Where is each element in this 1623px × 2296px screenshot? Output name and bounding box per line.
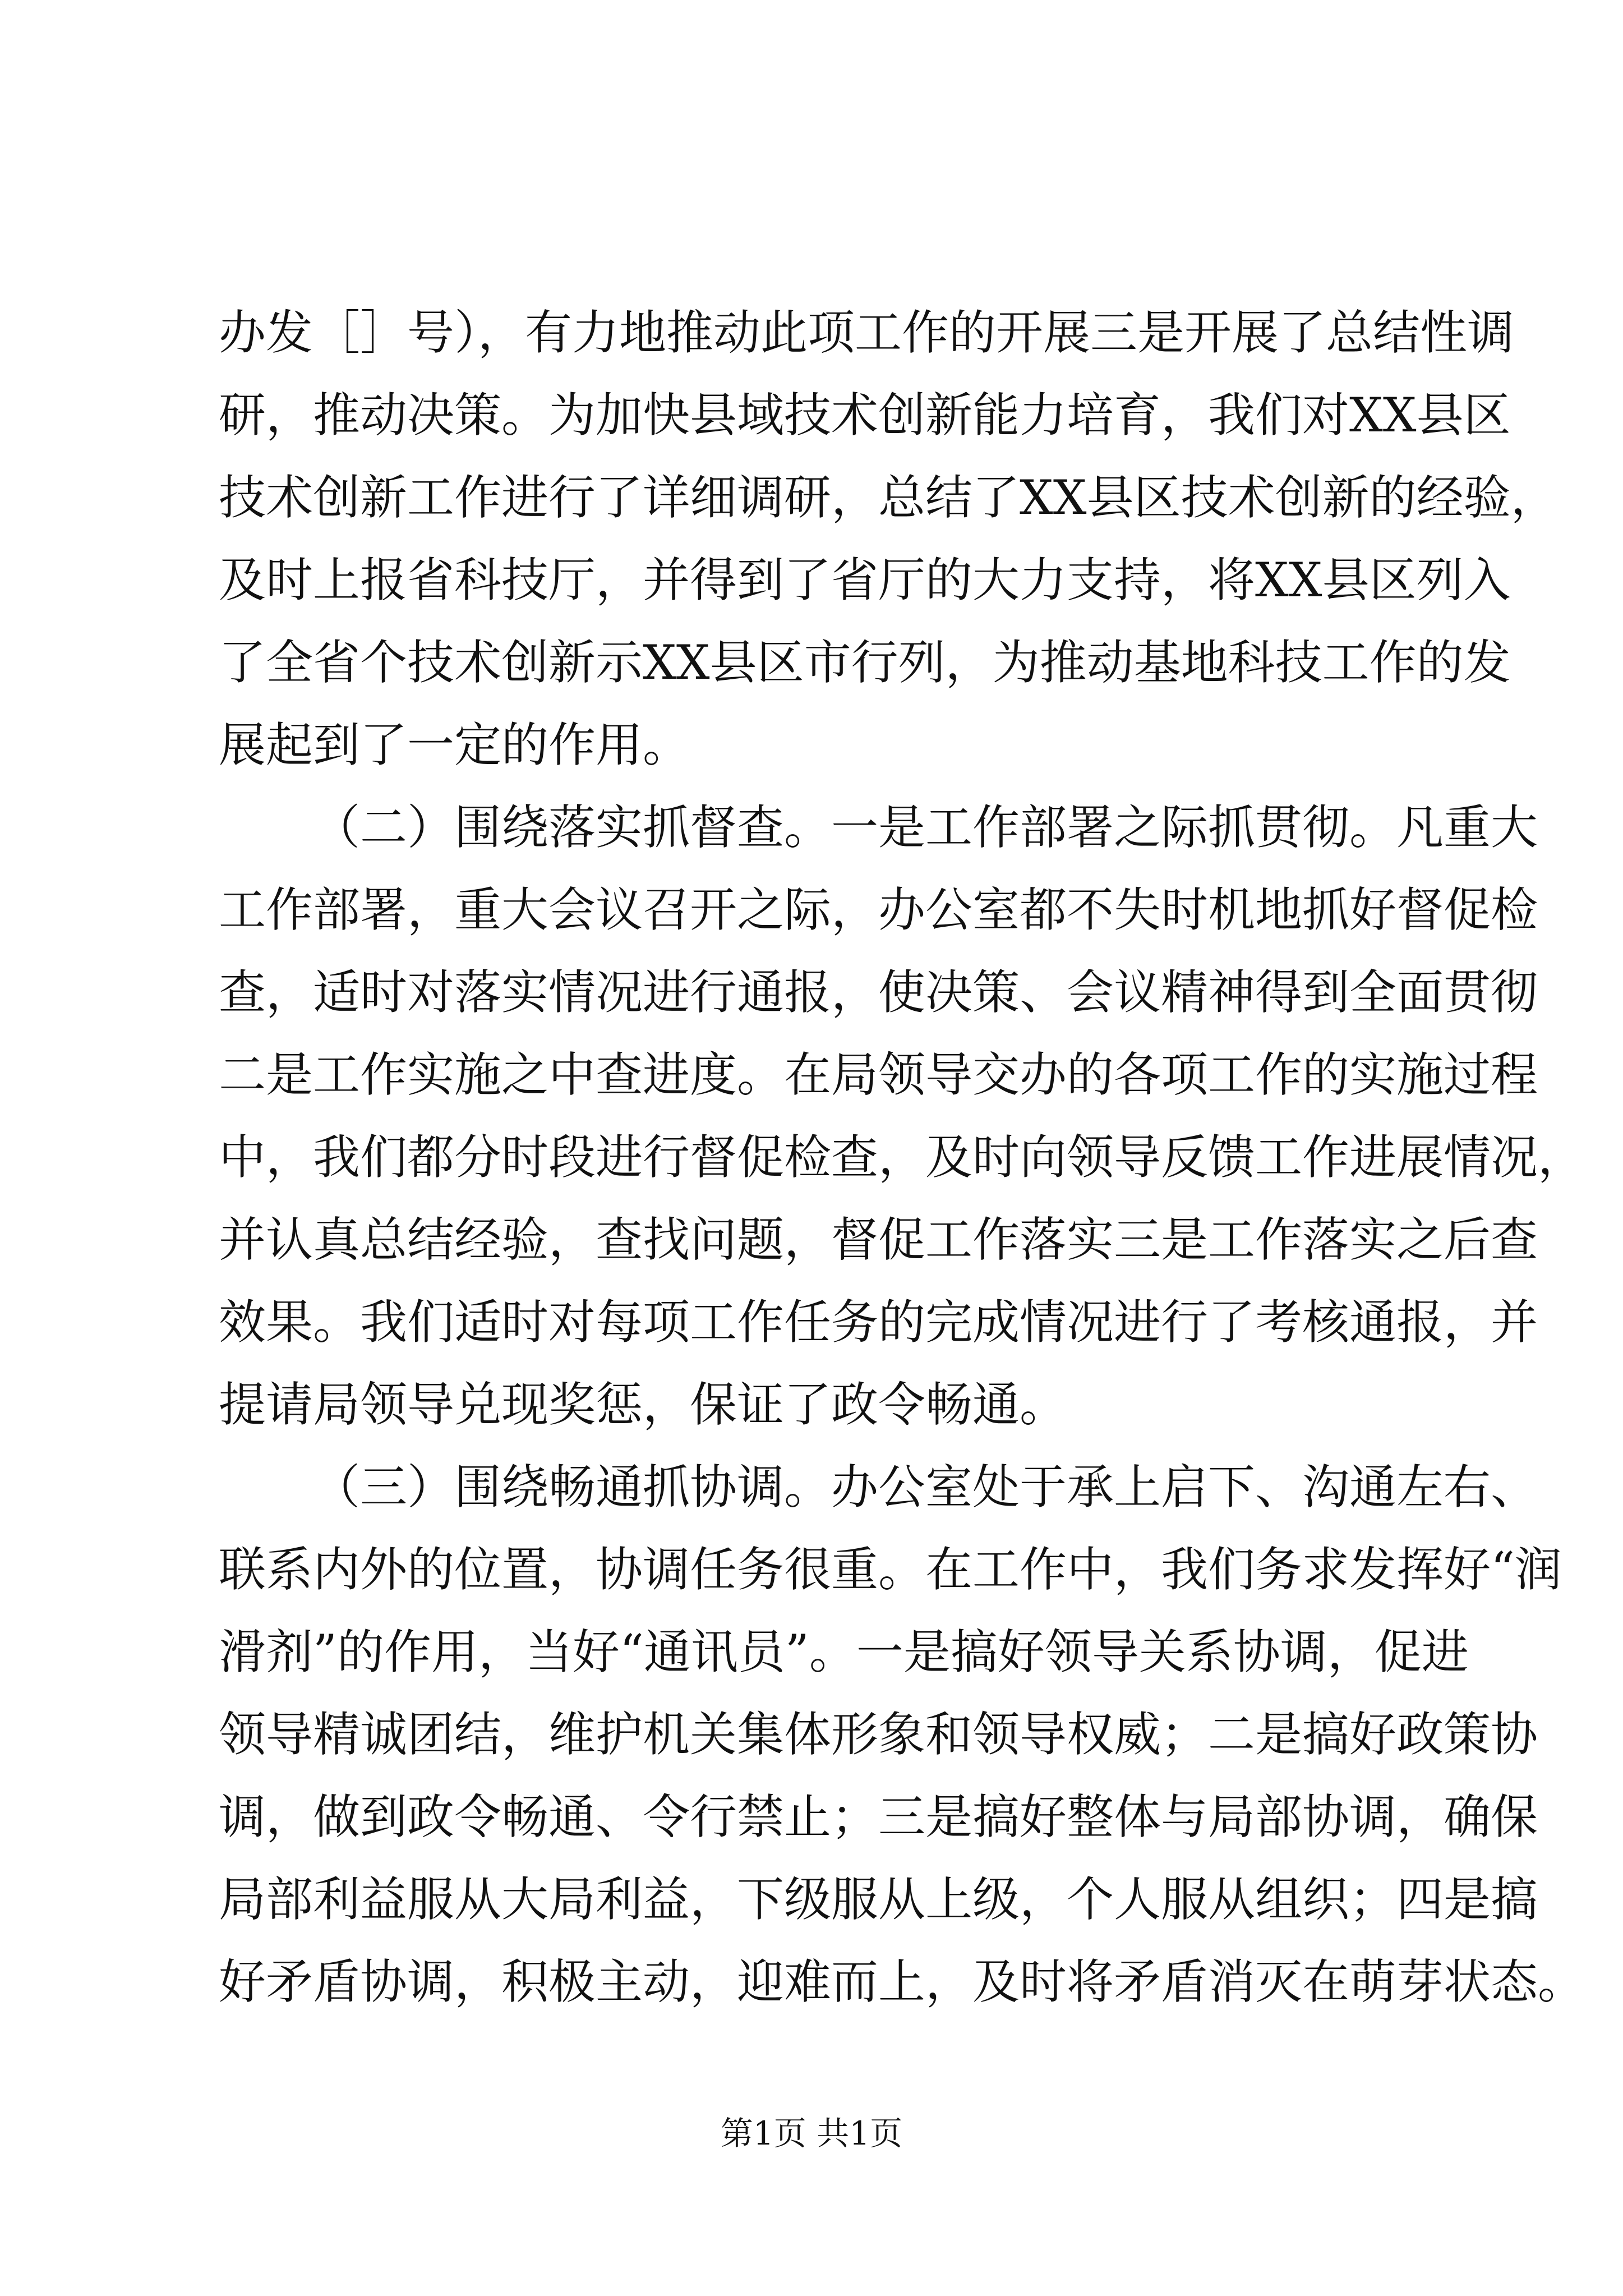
text-line: 查，适时对落实情况进行通报，使决策、会议精神得到全面贯彻 [219, 965, 1538, 1020]
text-line: （二）围绕落实抓督查。一是工作部署之际抓贯彻。凡重大 [313, 800, 1538, 855]
text-line: 工作部署，重大会议召开之际，办公室都不失时机地抓好督促检 [219, 882, 1538, 937]
paragraph-1 [219, 292, 1558, 786]
text-line: 效果。我们适时对每项工作任务的完成情况进行了考核通报，并 [219, 1295, 1538, 1350]
text-line: 领导精诚团结，维护机关集体形象和领导权威；二是搞好政策协 [219, 1707, 1538, 1762]
text-line: 展起到了一定的作用。 [219, 717, 690, 772]
text-line: 办发［］号），有力地推动此项工作的开展三是开展了总结性调 [219, 305, 1515, 360]
text-line: 调，做到政令畅通、令行禁止；三是搞好整体与局部协调，确保 [219, 1789, 1538, 1844]
text-line: 及时上报省科技厅，并得到了省厅的大力支持，将XX县区列入 [219, 553, 1511, 608]
paragraph-3 [219, 1446, 1585, 2023]
text-line: 滑剂”的作用，当好“通讯员”。一是搞好领导关系协调，促进 [219, 1625, 1469, 1680]
text-line: 技术创新工作进行了详细调研，总结了XX县区技术创新的经验， [219, 470, 1558, 525]
text-line: （三）围绕畅通抓协调。办公室处于承上启下、沟通左右、 [313, 1460, 1538, 1515]
text-line: 提请局领导兑现奖惩，保证了政令畅通。 [219, 1377, 1067, 1432]
text-line: 好矛盾协调，积极主动，迎难而上，及时将矛盾消灭在萌芽状态。 [219, 1954, 1585, 2009]
text-line: 研，推动决策。为加快县域技术创新能力培育，我们对XX县区 [219, 388, 1511, 443]
text-line: 了全省个技术创新示XX县区市行列，为推动基地科技工作的发 [219, 635, 1511, 690]
paragraph-2 [219, 786, 1585, 1446]
document-body [219, 292, 1585, 2023]
page-number-footer: 第1页 共1页 [720, 2114, 903, 2152]
text-line: 二是工作实施之中查进度。在局领导交办的各项工作的实施过程 [219, 1047, 1538, 1102]
text-line: 联系内外的位置，协调任务很重。在工作中，我们务求发挥好“润 [219, 1542, 1562, 1597]
text-line: 并认真总结经验，查找问题，督促工作落实三是工作落实之后查 [219, 1212, 1538, 1267]
text-line: 中，我们都分时段进行督促检查，及时向领导反馈工作进展情况， [219, 1130, 1585, 1185]
text-line: 局部利益服从大局利益，下级服从上级，个人服从组织；四是搞 [219, 1872, 1538, 1927]
